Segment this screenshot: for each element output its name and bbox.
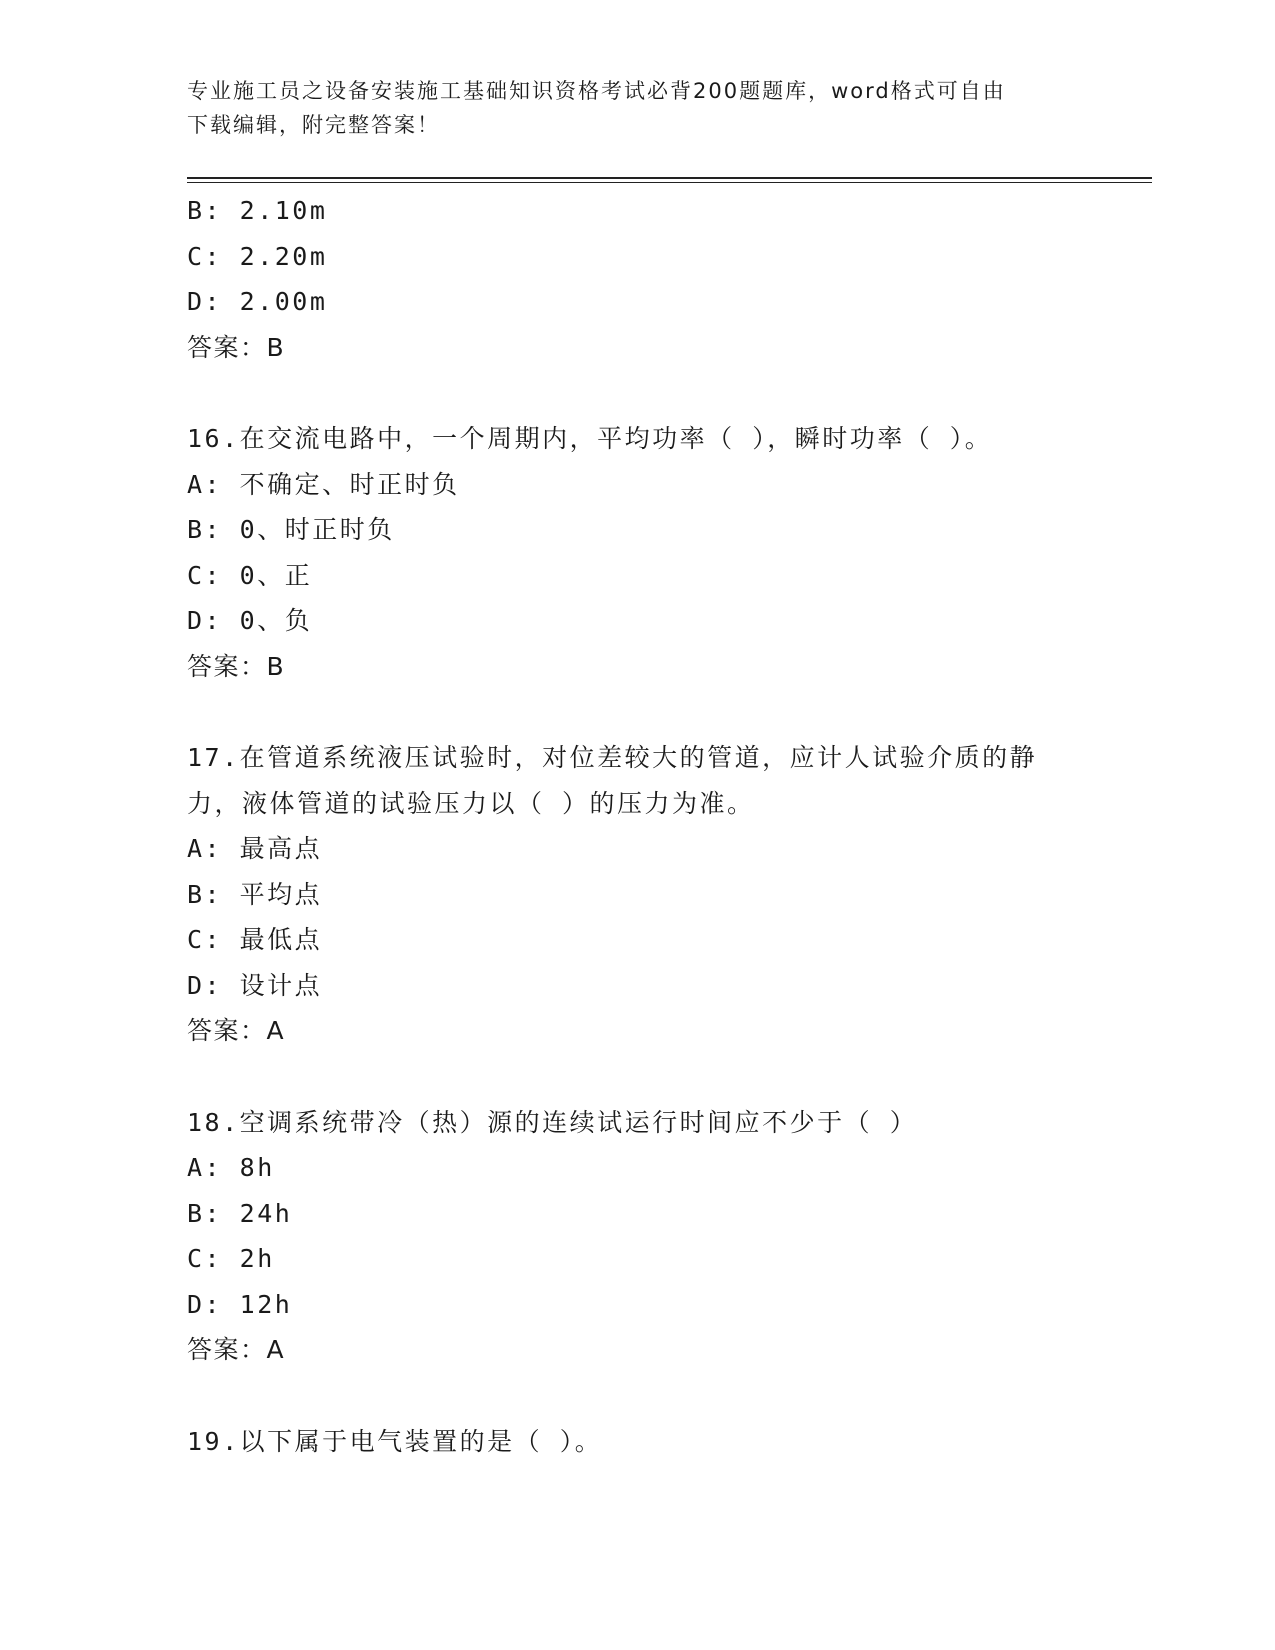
question-stem: 19.以下属于电气装置的是（ ）。: [187, 1426, 603, 1456]
option-b: B: 平均点: [187, 879, 323, 909]
header-line-1: 专业施工员之设备安装施工基础知识资格考试必背200题题库，word格式可自由: [187, 79, 1006, 103]
question-stem: 18.空调系统带冷（热）源的连续试运行时间应不少于（ ）: [187, 1107, 918, 1137]
option-b: B: 24h: [187, 1198, 293, 1228]
option-d: D: 设计点: [187, 970, 323, 1000]
question-18: [187, 1100, 1087, 1373]
option-d: D: 12h: [187, 1289, 293, 1319]
header-line-2: 下载编辑，附完整答案！: [187, 113, 440, 137]
question-list: [187, 188, 1087, 1464]
option-c: C: 0、正: [187, 560, 313, 590]
option-c: C: 2h: [187, 1244, 275, 1273]
header-rule-thick: [187, 177, 1152, 179]
option-b: B: 2.10m: [187, 196, 328, 225]
answer-line: 答案：A: [187, 1016, 286, 1045]
header-rule-thin: [187, 182, 1152, 183]
answer-line: 答案：B: [187, 651, 286, 681]
answer-line: 答案：B: [187, 332, 286, 362]
option-c: C: 最低点: [187, 925, 323, 954]
question-17: [187, 735, 1087, 1054]
question-stem: 17.在管道系统液压试验时，对位差较大的管道，应计人试验介质的静: [187, 743, 1038, 772]
option-c: C: 2.20m: [187, 241, 328, 271]
question-stem-continued: 力，液体管道的试验压力以（ ）的压力为准。: [187, 788, 755, 818]
question-16: [187, 416, 1087, 689]
option-b: B: 0、时正时负: [187, 515, 395, 544]
question-stem: 16.在交流电路中，一个周期内，平均功率（ ），瞬时功率（ ）。: [187, 424, 993, 453]
answer-line: 答案：A: [187, 1335, 286, 1364]
option-a: A: 8h: [187, 1153, 275, 1182]
question-19: [187, 1419, 1087, 1465]
document-header: [187, 74, 1087, 142]
prev-question: [187, 188, 1087, 370]
option-d: D: 2.00m: [187, 287, 328, 316]
option-a: A: 最高点: [187, 834, 323, 863]
option-d: D: 0、负: [187, 606, 313, 635]
option-a: A: 不确定、时正时负: [187, 469, 460, 499]
